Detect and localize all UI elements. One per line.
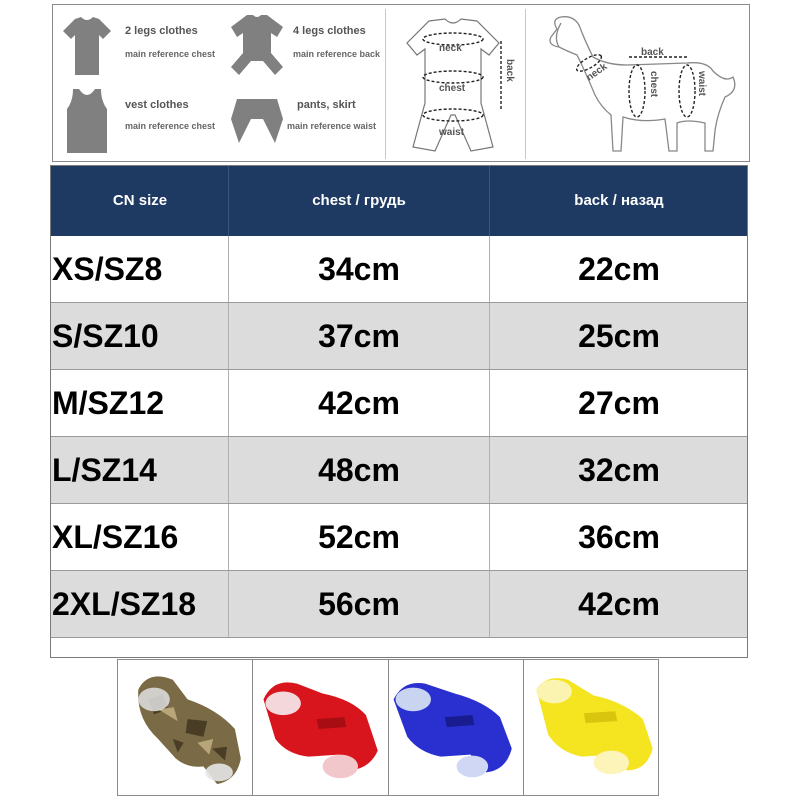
two-legs-subtitle: main reference chest (125, 49, 216, 59)
size-cell: XS/SZ8 (50, 236, 229, 303)
back-cell: 42cm (490, 571, 749, 638)
size-cell: XL/SZ16 (50, 504, 229, 571)
vest-icon (65, 87, 109, 155)
size-cell: S/SZ10 (50, 303, 229, 370)
vest-subtitle: main reference chest (125, 121, 216, 131)
table-header-row (50, 165, 748, 236)
tshirt-icon (61, 15, 113, 77)
header-back: back / назад (490, 165, 749, 236)
back-cell: 25cm (490, 303, 749, 370)
back-cell: 36cm (490, 504, 749, 571)
garment-waist-label: waist (439, 127, 465, 138)
thumbnail-camouflage-raincoat[interactable] (118, 660, 253, 795)
color-option-strip (117, 659, 659, 796)
measurement-reference-panel (52, 4, 750, 162)
chest-cell: 52cm (229, 504, 490, 571)
vest-title: vest clothes (125, 99, 189, 111)
table-row (50, 236, 748, 303)
back-cell: 22cm (490, 236, 749, 303)
garment-measurement-diagram (389, 11, 519, 157)
table-row (50, 437, 748, 504)
header-cn-size: CN size (50, 165, 229, 236)
back-cell: 32cm (490, 437, 749, 504)
table-row (50, 370, 748, 437)
camouflage-raincoat-image (118, 660, 252, 795)
back-cell: 27cm (490, 370, 749, 437)
four-legs-title: 4 legs clothes (293, 25, 366, 37)
garment-back-label: back (504, 59, 515, 82)
red-raincoat-image (253, 660, 387, 795)
dog-chest-label: chest (648, 71, 659, 98)
two-legs-title: 2 legs clothes (125, 25, 198, 37)
yellow-raincoat-image (524, 660, 658, 795)
size-cell: M/SZ12 (50, 370, 229, 437)
header-chest: chest / грудь (229, 165, 490, 236)
dog-back-label: back (641, 47, 664, 58)
table-row (50, 303, 748, 370)
chest-cell: 34cm (229, 236, 490, 303)
thumbnail-red-raincoat[interactable] (253, 660, 388, 795)
chest-cell: 56cm (229, 571, 490, 638)
size-chart-table (50, 165, 748, 638)
dog-measurement-diagram (537, 11, 743, 159)
chest-cell: 48cm (229, 437, 490, 504)
dog-neck-label: neck (584, 61, 610, 84)
garment-chest-label: chest (439, 83, 466, 94)
table-row (50, 571, 748, 638)
table-row (50, 504, 748, 571)
dog-waist-label: waist (696, 71, 707, 97)
four-legs-subtitle: main reference back (293, 49, 381, 59)
pants-title: pants, skirt (297, 99, 356, 111)
size-cell: L/SZ14 (50, 437, 229, 504)
pants-subtitle: main reference waist (287, 121, 377, 131)
four-legs-clothes-icon (229, 13, 285, 79)
garment-neck-label: neck (439, 43, 462, 54)
thumbnail-blue-raincoat[interactable] (389, 660, 524, 795)
chest-cell: 42cm (229, 370, 490, 437)
pants-icon (229, 97, 285, 145)
panel-divider (385, 9, 386, 159)
blue-raincoat-image (389, 660, 523, 795)
size-cell: 2XL/SZ18 (50, 571, 229, 638)
panel-divider-2 (525, 9, 526, 159)
chest-cell: 37cm (229, 303, 490, 370)
thumbnail-yellow-raincoat[interactable] (524, 660, 658, 795)
